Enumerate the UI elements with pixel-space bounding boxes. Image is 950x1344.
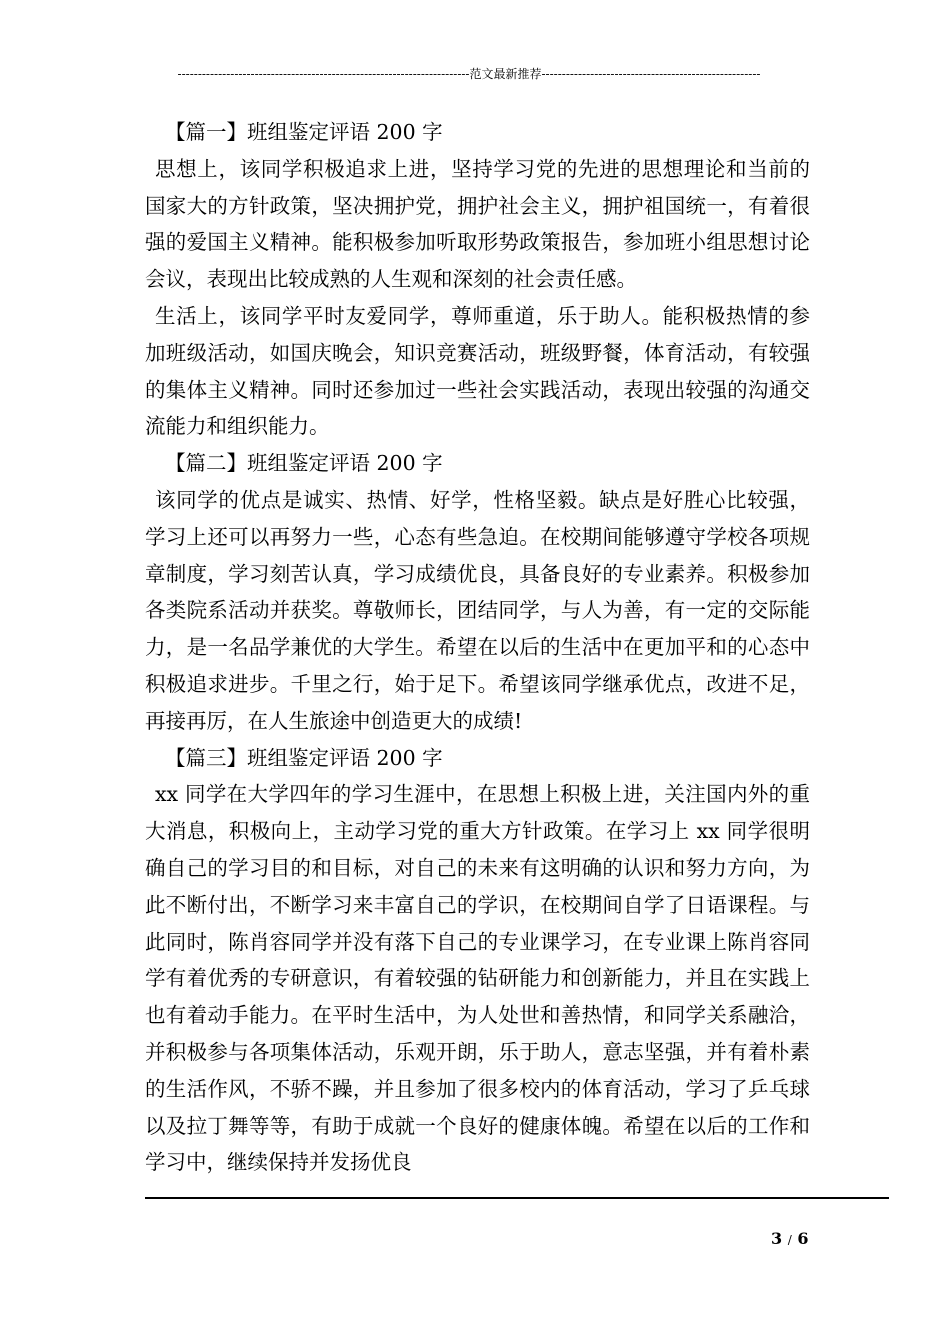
section-2-paragraph-1: 该同学的优点是诚实、热情、好学，性格坚毅。缺点是好胜心比较强，学习上还可以再努力一些，心态有些急迫。在校期间能够遵守学校各项规章制度，学习刻苦认真，学习成绩优良，具备良好的专业素养。积极参加各类院系活动并获奖。尊敬师长，团结同学，与人为善，有一定的交际能力，是一名品学兼优的大学生。希望在以后的生活中在更加平和的心态中积极追求进步。千里之行，始于足下。希望该同学继承优点，改进不足，再接再厉，在人生旅途中创造更大的成绩! (145, 487, 810, 733)
page-current: 3 (771, 1229, 783, 1248)
footer-divider (145, 1197, 889, 1199)
section-heading-2: 【篇二】班组鉴定评语 200 字 (165, 451, 443, 476)
page-total: 6 (797, 1229, 809, 1248)
section-heading-3: 【篇三】班组鉴定评语 200 字 (165, 745, 443, 770)
section-1-paragraph-2: 生活上，该同学平时友爱同学，尊师重道，乐于助人。能积极热情的参加班级活动，如国庆晚会，知识竞赛活动，班级野餐，体育活动，有较强的集体主义精神。同时还参加过一些社会实践活动，表现出较强的沟通交流能力和组织能力。 (145, 303, 810, 439)
section-3-paragraph-1: xx 同学在大学四年的学习生涯中，在思想上积极上进，关注国内外的重大消息，积极向上，主动学习党的重大方针政策。在学习上 xx 同学很明确自己的学习目的和目标，对自己的未来有这明确的认识和努力方向，为此不断付出，不断学习来丰富自己的学识，在校期间自学了日语课程。与此同时，陈肖容同学并没有落下自己的专业课学习，在专业课上陈肖容同学有着优秀的专研意识，有着较强的钻研能力和创新能力，并且在实践上也有着动手能力。在平时生活中，为人处世和善热情，和同学关系融洽，并积极参与各项集体活动，乐观开朗，乐于助人，意志坚强，并有着朴素的生活作风，不骄不躁，并且参加了很多校内的体育活动，学习了乒乓球以及拉丁舞等等，有助于成就一个良好的健康体魄。希望在以后的工作和学习中，继续保持并发扬优良 (145, 782, 810, 1175)
page-header: ------------------------------------------------------------------------范文最新推荐------------------------------------------------------ (177, 67, 761, 81)
document-body (145, 114, 810, 1181)
section-heading-1: 【篇一】班组鉴定评语 200 字 (165, 120, 443, 144)
page-separator: / (787, 1233, 792, 1247)
page-number (771, 1229, 808, 1250)
section-1-paragraph-1: 思想上，该同学积极追求上进，坚持学习党的先进的思想理论和当前的国家大的方针政策，坚决拥护党，拥护社会主义，拥护祖国统一，有着很强的爱国主义精神。能积极参加听取形势政策报告，参加班小组思想讨论会议，表现出比较成熟的人生观和深刻的社会责任感。 (145, 156, 810, 292)
